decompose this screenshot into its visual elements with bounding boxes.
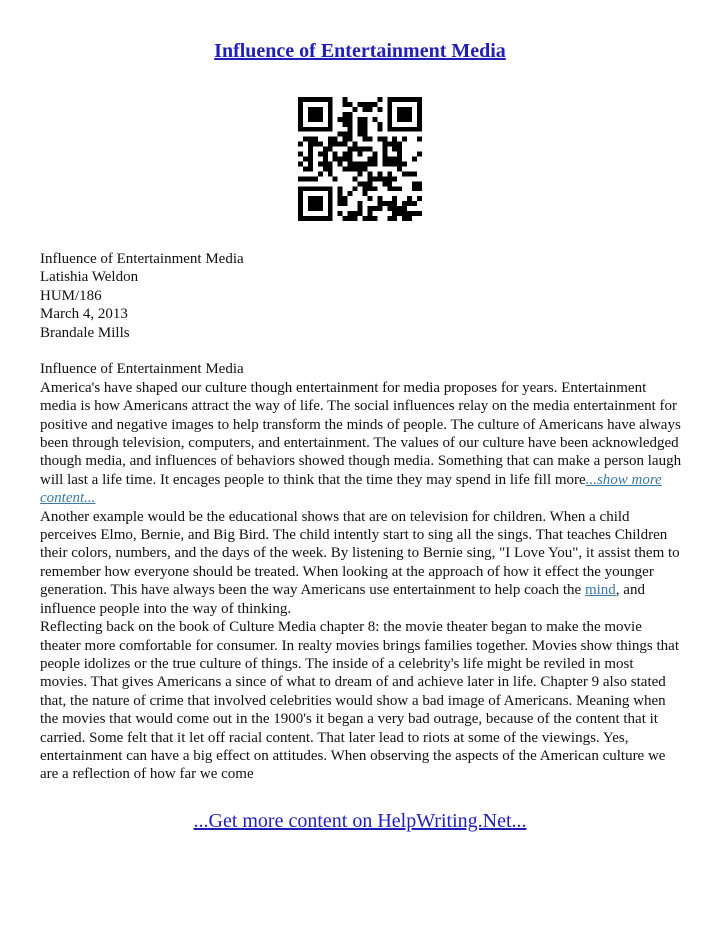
get-more-content-link[interactable]: ...Get more content on HelpWriting.Net...: [193, 810, 527, 832]
header-line-instructor: Brandale Mills: [40, 324, 130, 341]
qr-code-icon: [298, 97, 422, 221]
paragraph-2: [40, 508, 682, 618]
paragraph-3: Reflecting back on the book of Culture Media chapter 8: the movie theater began to make the movie theater more comfortable for consumer. In realty movies brings families together. Movies show things that people idolizes or the true culture of things. The inside of a celebrity's life might be reviled in most movies. That gives Americans a since of what to dream of and achieve later in life. Chapter 9 also stated that, the nature of crime that involved celebrities would show a bad image of Americans. Meaning when the movies that would come out in the 1900's it began a very bad outrage, because of the content that it carried. Some felt that it let off racial content. That later lead to riots at some of the viewings. Yes, entertainment can have a big effect on attitudes. When observing the aspects of the American culture we are a reflection of how far we come: [40, 619, 680, 783]
header-line-author: Latishia Weldon: [40, 269, 139, 286]
header-line-title: Influence of Entertainment Media: [40, 251, 244, 267]
paragraph-2-text: Another example would be the educational shows that are on television for children. When a child perceives Elmo, Bernie, and Big Bird. The child intently start to sing all the sings. That teaches Children their colors, numbers, and the days of the week. By listening to Bernie sing, "I Love You", it assist them to remember how everyone should be treated. When looking at the approach of how it effect the younger generation. This have always been the way Americans use entertainment to help coach the: [40, 508, 680, 599]
header-line-course: HUM/186: [40, 287, 102, 304]
header-line-date: March 4, 2013: [40, 306, 128, 323]
mind-link[interactable]: mind: [584, 582, 616, 599]
title-link[interactable]: Influence of Entertainment Media: [214, 40, 506, 62]
essay-heading: Influence of Entertainment Media: [40, 361, 244, 378]
paragraph-1: [40, 379, 682, 508]
paragraph-1-text: America's have shaped our culture though entertainment for media proposes for years. Entertainment media is how Americans attract the way of life. The social influences relay on the media entertainment for positive and negative images to help transform the minds of people. The culture of Americans have always been through television, computers, and entertainment. The values of our culture have been acknowledged though media, and influences of behaviors showed though media. Something that can make a person laugh will last a life time. It encages people to think that the time they may spend in life fill more: [40, 379, 682, 488]
show-more-link[interactable]: ...show more content...: [40, 471, 662, 507]
footer: [0, 810, 720, 833]
document-body: [40, 250, 682, 784]
paragraph-2-end: , and influence people into the way of thinking.: [40, 582, 645, 617]
document-title: [0, 40, 720, 63]
